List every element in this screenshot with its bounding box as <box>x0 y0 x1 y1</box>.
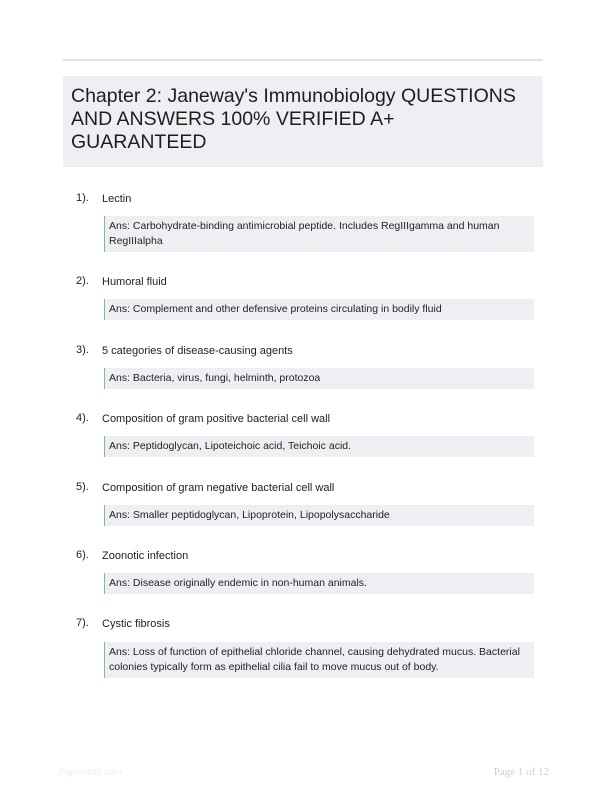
answer-box: Ans: Loss of function of epithelial chloride channel, causing dehydrated mucus. Bacterial colonies typically form as epithelial cilia fail to move mucus out of body. <box>104 642 534 678</box>
question-number: 7). <box>76 617 89 629</box>
question-number: 5). <box>76 481 89 493</box>
top-divider <box>63 59 543 61</box>
question-number: 3). <box>76 344 89 356</box>
question-text: Composition of gram positive bacterial cell wall <box>102 413 331 425</box>
question-number: 1). <box>76 192 89 204</box>
question-number: 6). <box>76 549 89 561</box>
answer-box: Ans: Smaller peptidoglycan, Lipoprotein, Lipopolysaccharide <box>104 505 534 526</box>
question-text: Zoonotic infection <box>102 550 189 562</box>
question-text: Composition of gram negative bacterial cell wall <box>102 482 335 494</box>
question-text: Lectin <box>102 193 132 205</box>
answer-box: Ans: Complement and other defensive proteins circulating in bodily fluid <box>104 299 534 320</box>
question-text: Humoral fluid <box>102 276 167 288</box>
page-number: Page 1 of 12 <box>493 766 549 778</box>
footer-watermark: Papertibic.com <box>59 767 122 778</box>
answer-box: Ans: Bacteria, virus, fungi, helminth, protozoa <box>104 368 534 389</box>
page-title: Chapter 2: Janeway's Immunobiology QUESTIONS AND ANSWERS 100% VERIFIED A+ GUARANTEED <box>71 85 516 153</box>
answer-box: Ans: Disease originally endemic in non-human animals. <box>104 573 534 594</box>
question-text: Cystic fibrosis <box>102 618 170 630</box>
answer-box: Ans: Carbohydrate-binding antimicrobial peptide. Includes RegIIIgamma and human RegIIIalpha <box>104 216 534 252</box>
question-number: 4). <box>76 412 89 424</box>
title-banner <box>63 76 543 167</box>
question-text: 5 categories of disease-causing agents <box>102 345 293 357</box>
answer-box: Ans: Peptidoglycan, Lipoteichoic acid, Teichoic acid. <box>104 436 534 457</box>
question-number: 2). <box>76 275 89 287</box>
